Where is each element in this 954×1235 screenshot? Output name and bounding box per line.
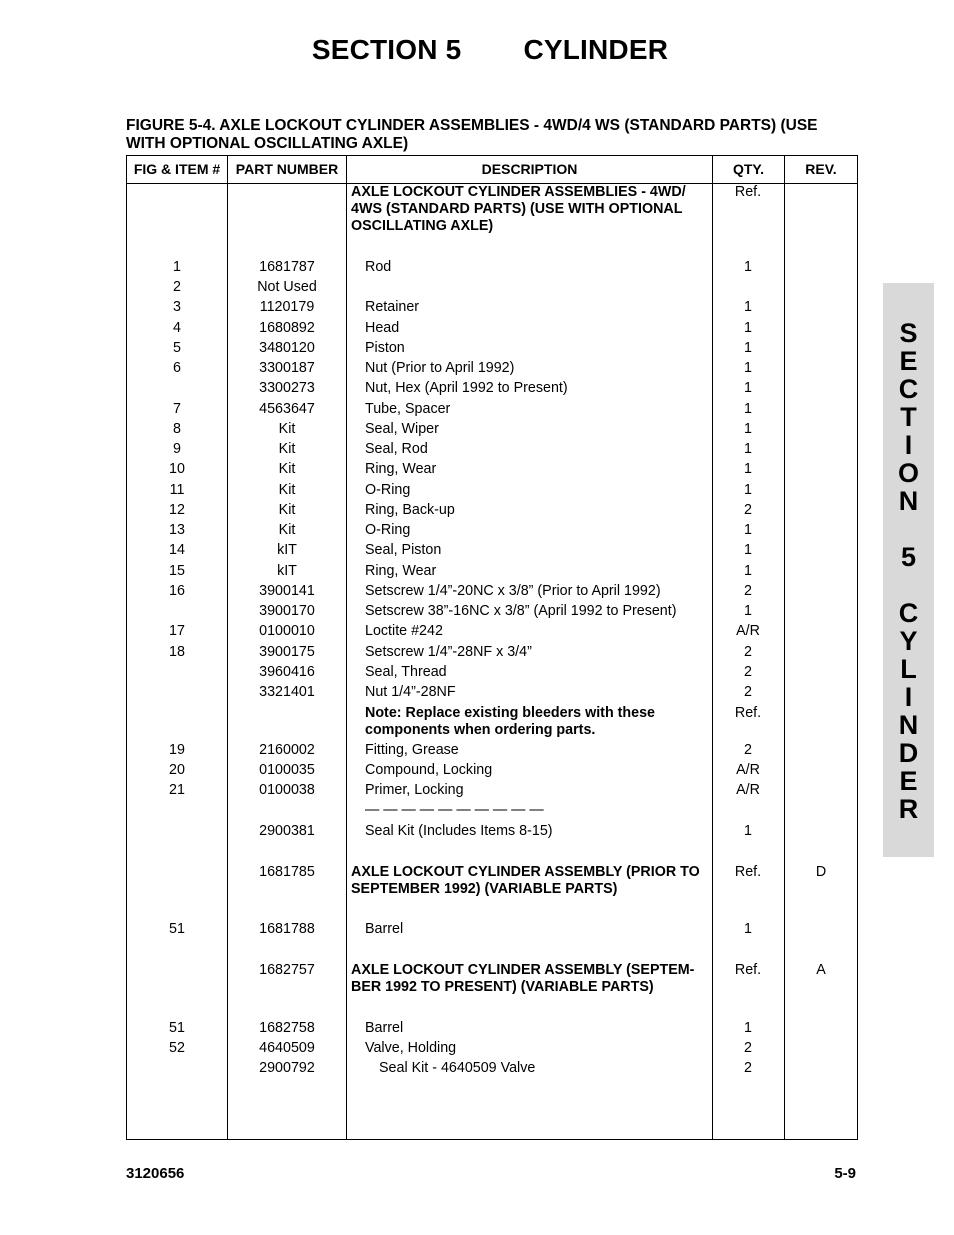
side-tab-letter: S [899,318,918,348]
cell-part-number: Not Used [257,279,317,295]
cell-part-number: 3960416 [259,664,315,680]
cell-qty: 1 [744,1020,752,1036]
cell-qty: Ref. [734,962,762,978]
cell-description: Compound, Locking [365,762,493,778]
cell-description: Nut (Prior to April 1992) [365,360,515,376]
cell-part-number: 1681787 [259,259,315,275]
side-tab-space [883,515,934,543]
cell-description: Seal Kit (Includes Items 8-15) [365,823,553,839]
cell-qty: 1 [744,482,752,498]
cell-description: Setscrew 38”-16NC x 3/8” (April 1992 to Present) [365,603,677,619]
cell-fig-item: 20 [169,762,185,778]
cell-qty: 1 [744,299,752,315]
cell-description: Primer, Locking [365,782,464,798]
cell-fig-item: 1 [173,259,181,275]
cell-fig-item: 14 [169,542,185,558]
cell-part-number: 3300273 [259,380,315,396]
cell-qty: 2 [744,1060,752,1076]
header-description: DESCRIPTION [481,161,578,177]
figure-title: FIGURE 5-4. AXLE LOCKOUT CYLINDER ASSEMBLIES - 4WD/4 WS (STANDARD PARTS) (USE WITH OPTIONAL OSCILLATING AXLE) [126,117,818,152]
side-tab-letter: L [900,654,917,684]
cell-part-number: 1681788 [259,921,315,937]
cell-description: SEPTEMBER 1992) (VARIABLE PARTS) [351,881,618,897]
cell-description: Ring, Wear [365,461,437,477]
column-divider [346,156,347,1139]
cell-description: Loctite #242 [365,623,443,639]
cell-description: Barrel [365,921,404,937]
cell-qty: A/R [736,782,760,798]
footer-page-number: 5-9 [834,1165,856,1182]
cell-description: Barrel [365,1020,404,1036]
side-tab-space [883,571,934,599]
cell-part-number: 1680892 [259,320,315,336]
cell-description: 4WS (STANDARD PARTS) (USE WITH OPTIONAL [351,201,683,217]
cell-description: Rod [365,259,392,275]
cell-qty: 2 [744,502,752,518]
side-tab-letter: I [904,430,913,460]
side-tab-letter: N [898,710,919,740]
cell-fig-item: 13 [169,522,185,538]
cell-part-number: Kit [278,441,296,457]
cell-qty: A/R [736,762,760,778]
cell-fig-item: 17 [169,623,185,639]
cell-description: Valve, Holding [365,1040,457,1056]
cell-description: Tube, Spacer [365,401,451,417]
cell-part-number: Kit [278,502,296,518]
cell-fig-item: 15 [169,563,185,579]
cell-qty: 1 [744,320,752,336]
parts-table [126,155,858,1140]
section-side-tab [883,283,934,857]
cell-description: Setscrew 1/4”-28NF x 3/4” [365,644,532,660]
cell-description: AXLE LOCKOUT CYLINDER ASSEMBLY (SEPTEM- [351,962,695,978]
cell-part-number: kIT [277,542,297,558]
cell-fig-item: 5 [173,340,181,356]
cell-qty: Ref. [734,705,762,721]
cell-part-number: 3900170 [259,603,315,619]
cell-fig-item: 10 [169,461,185,477]
cell-description: O-Ring [365,522,411,538]
cell-fig-item: 18 [169,644,185,660]
cell-part-number: 1681785 [259,864,315,880]
cell-part-number: 2160002 [259,742,315,758]
cell-part-number: 1682758 [259,1020,315,1036]
cell-part-number: 3900175 [259,644,315,660]
cell-qty: 1 [744,823,752,839]
cell-description: Seal, Rod [365,441,428,457]
cell-part-number: 3900141 [259,583,315,599]
cell-fig-item: 3 [173,299,181,315]
cell-qty: 1 [744,380,752,396]
footer-doc-number: 3120656 [126,1165,185,1182]
cell-qty: Ref. [734,864,762,880]
cell-description: Setscrew 1/4”-20NC x 3/8” (Prior to April 1992) [365,583,661,599]
cell-fig-item: 21 [169,782,185,798]
cell-description: Nut, Hex (April 1992 to Present) [365,380,568,396]
side-tab-letter: I [904,682,913,712]
cell-part-number: 1682757 [259,962,315,978]
cell-fig-item: 11 [169,482,185,498]
cell-fig-item: 51 [169,1020,185,1036]
cell-fig-item: 6 [173,360,181,376]
cell-fig-item: 52 [169,1040,185,1056]
cell-description: O-Ring [365,482,411,498]
cell-fig-item: 16 [169,583,185,599]
cell-description: Retainer [365,299,420,315]
side-tab-letter: C [898,598,919,628]
cell-qty: 1 [744,522,752,538]
page-title [0,34,954,66]
cell-qty: Ref. [734,184,762,200]
cell-qty: 2 [744,583,752,599]
cell-fig-item: 8 [173,421,181,437]
cell-part-number: 1120179 [259,299,315,315]
cell-qty: 1 [744,542,752,558]
cell-description: Note: Replace existing bleeders with these [365,705,655,721]
cell-rev: D [815,864,827,880]
cell-part-number: 2900381 [259,823,315,839]
side-tab-letter: E [899,766,918,796]
cell-part-number: 0100010 [259,623,315,639]
cell-part-number: 4563647 [259,401,315,417]
side-tab-letter: R [898,794,919,824]
side-tab-letter: E [899,346,918,376]
cell-description: AXLE LOCKOUT CYLINDER ASSEMBLIES - 4WD/ [351,184,686,200]
side-tab-letter: Y [899,626,918,656]
column-divider [784,156,785,1139]
cell-qty: 1 [744,421,752,437]
cell-part-number: 0100038 [259,782,315,798]
side-tab-letter: O [897,458,919,488]
cell-part-number: 0100035 [259,762,315,778]
header-fig-item: FIG & ITEM # [133,161,221,177]
side-tab-letter: D [898,738,919,768]
cell-description: Fitting, Grease [365,742,459,758]
cell-qty: 1 [744,401,752,417]
cell-qty: 2 [744,684,752,700]
side-tab-letter: C [898,374,919,404]
header-qty: QTY. [732,161,765,177]
section-name: CYLINDER [523,34,669,65]
cell-part-number: 2900792 [259,1060,315,1076]
side-tab-letter: N [898,486,919,516]
cell-description: OSCILLATING AXLE) [351,218,494,234]
cell-qty: 1 [744,921,752,937]
cell-description: Seal Kit - 4640509 Valve [379,1060,536,1076]
header-rev: REV. [805,161,837,177]
cell-fig-item: 2 [173,279,181,295]
cell-qty: A/R [736,623,760,639]
cell-fig-item: 9 [173,441,181,457]
cell-description: — — — — — — — — — — [365,802,544,818]
cell-part-number: Kit [278,522,296,538]
cell-description: Ring, Wear [365,563,437,579]
cell-description: Seal, Wiper [365,421,439,437]
side-tab-letter: T [900,402,917,432]
cell-qty: 2 [744,742,752,758]
cell-fig-item: 4 [173,320,181,336]
cell-description: Ring, Back-up [365,502,455,518]
cell-part-number: 3300187 [259,360,315,376]
cell-qty: 1 [744,461,752,477]
cell-qty: 1 [744,340,752,356]
cell-description: Piston [365,340,405,356]
section-label: SECTION 5 [311,34,462,65]
cell-description: Seal, Thread [365,664,447,680]
cell-qty: 1 [744,259,752,275]
cell-description: components when ordering parts. [365,722,596,738]
cell-part-number: Kit [278,461,296,477]
cell-fig-item: 19 [169,742,185,758]
cell-description: AXLE LOCKOUT CYLINDER ASSEMBLY (PRIOR TO [351,864,700,880]
cell-part-number: 3321401 [259,684,315,700]
cell-qty: 2 [744,644,752,660]
cell-part-number: Kit [278,482,296,498]
cell-description: BER 1992 TO PRESENT) (VARIABLE PARTS) [351,979,654,995]
cell-fig-item: 7 [173,401,181,417]
cell-description: Nut 1/4”-28NF [365,684,456,700]
cell-fig-item: 12 [169,502,185,518]
cell-qty: 1 [744,441,752,457]
cell-fig-item: 51 [169,921,185,937]
cell-qty: 1 [744,603,752,619]
side-tab-letter: 5 [900,542,917,572]
cell-qty: 2 [744,664,752,680]
cell-description: Seal, Piston [365,542,442,558]
cell-qty: 2 [744,1040,752,1056]
cell-qty: 1 [744,360,752,376]
cell-part-number: 3480120 [259,340,315,356]
cell-description: Head [365,320,400,336]
cell-rev: A [816,962,826,978]
cell-part-number: 4640509 [259,1040,315,1056]
cell-qty: 1 [744,563,752,579]
cell-part-number: Kit [278,421,296,437]
header-part-number: PART NUMBER [235,161,339,177]
cell-part-number: kIT [277,563,297,579]
